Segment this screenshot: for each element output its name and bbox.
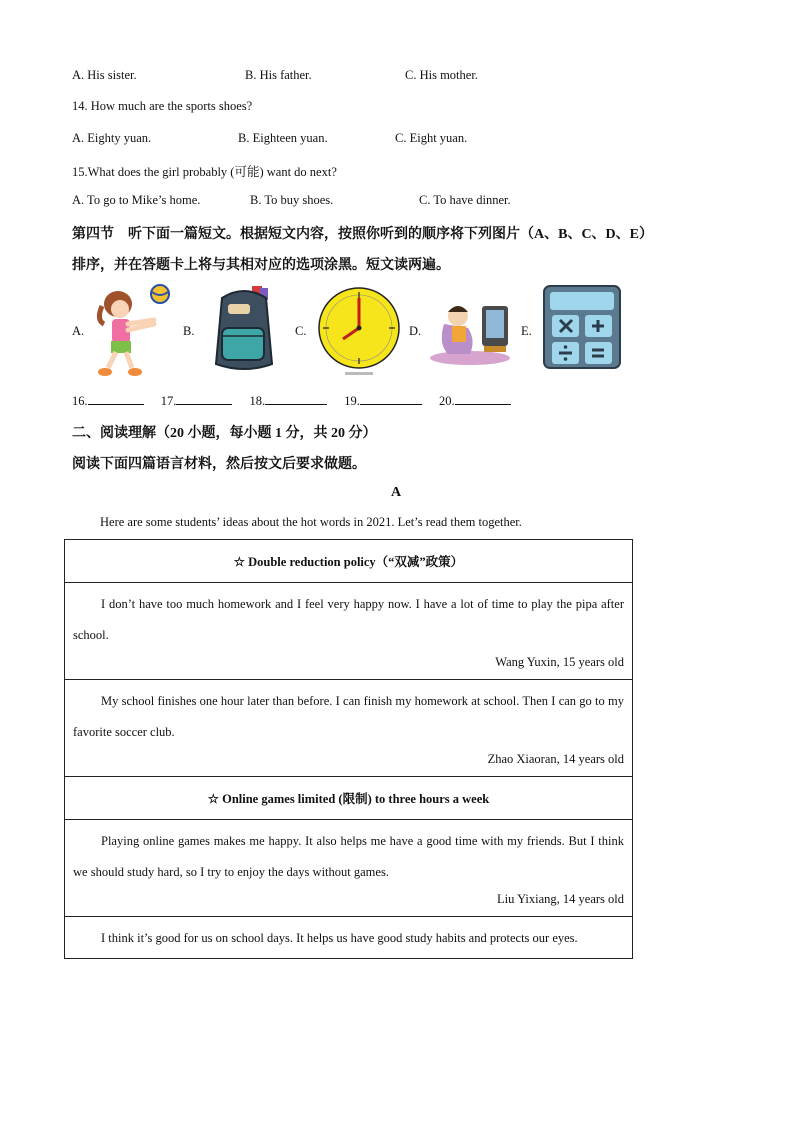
entry-text: Playing online games makes me happy. It also helps me have a good time with my friends. But I think we should study hard, so I try to enjoy the days without games.	[73, 834, 624, 879]
answer-blank-19[interactable]: 19.	[344, 392, 422, 409]
entry-signature: Wang Yuxin, 15 years old	[495, 655, 624, 669]
answer-blank-18[interactable]: 18.	[250, 392, 328, 409]
passage-intro: Here are some students’ ideas about the hot words in 2021. Let’s read them together.	[100, 515, 522, 529]
part2-title: 二、阅读理解（20 小题，每小题 1 分，共 20 分）	[72, 426, 377, 441]
table-entry	[65, 583, 633, 680]
table-entry	[65, 820, 633, 917]
girl-volleyball-icon	[92, 284, 176, 380]
clock-icon	[317, 284, 401, 378]
picture-label-a: A.	[72, 324, 85, 338]
picture-options	[72, 284, 632, 382]
q14-option-b: B. Eighteen yuan.	[238, 131, 328, 145]
entry-text: I don’t have too much homework and I feel very happy now. I have a lot of time to play the pipa after school.	[73, 597, 624, 642]
part2-instruction: 阅读下面四篇语言材料，然后按文后要求做题。	[72, 457, 366, 472]
boy-watching-tv-icon	[428, 284, 518, 368]
q15-question: 15.What does the girl probably (可能) want do next?	[72, 165, 337, 179]
picture-label-b: B.	[183, 324, 195, 338]
answer-blank-17[interactable]: 17.	[161, 392, 233, 409]
entry-signature: Zhao Xiaoran, 14 years old	[487, 752, 624, 766]
calculator-icon	[542, 284, 622, 370]
q14-question: 14. How much are the sports shoes?	[72, 99, 253, 113]
q14-option-c: C. Eight yuan.	[395, 131, 468, 145]
entry-text: My school finishes one hour later than before. I can finish my homework at school. Then I can go to my favorite soccer club.	[73, 694, 624, 739]
q13-option-b: B. His father.	[245, 68, 312, 82]
picture-label-d: D.	[409, 324, 422, 338]
answer-blank-20[interactable]: 20.	[439, 392, 511, 409]
picture-label-e: E.	[521, 324, 532, 338]
entry-signature: Liu Yixiang, 14 years old	[497, 892, 624, 906]
answer-blanks	[72, 392, 525, 409]
section4-title-line1: 第四节 听下面一篇短文。根据短文内容，按照你听到的顺序将下列图片（A、B、C、D、E）	[72, 227, 654, 242]
q14-option-a: A. Eighty yuan.	[72, 131, 152, 145]
ideas-table	[64, 539, 633, 959]
passage-letter: A	[391, 485, 402, 500]
q13-option-a: A. His sister.	[72, 68, 137, 82]
answer-blank-16[interactable]: 16.	[72, 392, 144, 409]
table-heading-online-games: ☆ Online games limited (限制) to three hours a week	[65, 777, 633, 820]
q15-option-c: C. To have dinner.	[419, 193, 511, 207]
q15-option-b: B. To buy shoes.	[250, 193, 334, 207]
picture-label-c: C.	[295, 324, 307, 338]
table-entry	[65, 917, 633, 959]
section4-title-line2: 排序，并在答题卡上将与其相对应的选项涂黑。短文读两遍。	[72, 258, 450, 273]
backpack-icon	[208, 284, 280, 374]
entry-text: I think it’s good for us on school days. It helps us have good study habits and protects our eyes.	[101, 931, 578, 945]
table-heading-double-reduction: ☆ Double reduction policy（“双减”政策）	[65, 540, 633, 583]
table-entry	[65, 680, 633, 777]
q15-option-a: A. To go to Mike’s home.	[72, 193, 201, 207]
q13-option-c: C. His mother.	[405, 68, 478, 82]
